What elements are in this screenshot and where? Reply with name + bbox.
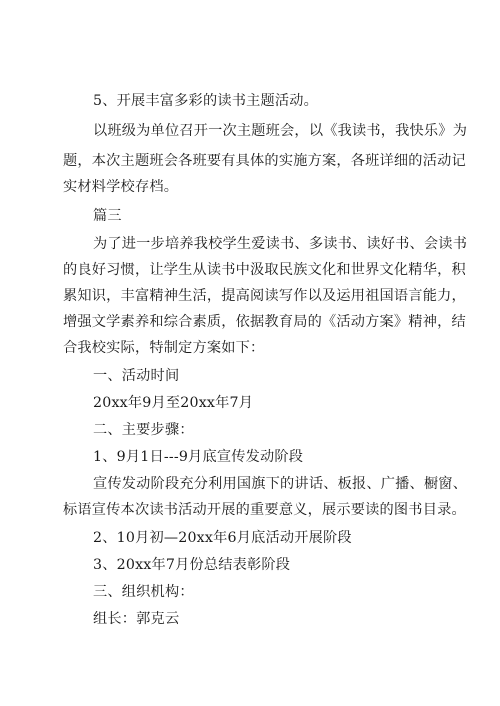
text-line: 组长：郭克云 xyxy=(93,611,180,627)
text-line: 宣传发动阶段充分利用国旗下的讲话、板报、广播、橱窗、 xyxy=(93,476,468,492)
text-line: 增强文学素养和综合素质，依据教育局的《活动方案》精神，结 xyxy=(63,314,466,330)
text-line: 题，本次主题班会各班要有具体的实施方案，各班详细的活动记 xyxy=(63,153,466,169)
text-line: 标语宣传本次读书活动开展的重要意义，展示要读的图书目录。 xyxy=(63,502,466,518)
text-line: 合我校实际，特制定方案如下： xyxy=(63,340,265,356)
text-line: 3、20xx年7月份总结表彰阶段 xyxy=(93,557,291,573)
text-line: 的良好习惯，让学生从读书中汲取民族文化和世界文化精华，积 xyxy=(63,262,466,278)
text-line: 累知识，丰富精神生活，提高阅读写作以及运用祖国语言能力， xyxy=(63,288,466,304)
text-line: 2、10月初—20xx年6月底活动开展阶段 xyxy=(93,530,352,546)
text-line: 一、活动时间 xyxy=(93,368,180,384)
text-line: 实材料学校存档。 xyxy=(63,179,179,195)
text-line: 以班级为单位召开一次主题班会，以《我读书，我快乐》为 xyxy=(93,123,468,139)
text-line: 二、主要步骤： xyxy=(93,422,194,438)
text-line: 5、开展丰富多彩的读书主题活动。 xyxy=(93,93,319,109)
section-heading: 篇三 xyxy=(93,208,122,224)
text-line: 20xx年9月至20xx年7月 xyxy=(93,395,254,411)
text-line: 为了进一步培养我校学生爱读书、多读书、读好书、会读书 xyxy=(93,236,468,252)
text-line: 1、9月1日---9月底宣传发动阶段 xyxy=(93,449,304,465)
text-line: 三、组织机构： xyxy=(93,584,194,600)
